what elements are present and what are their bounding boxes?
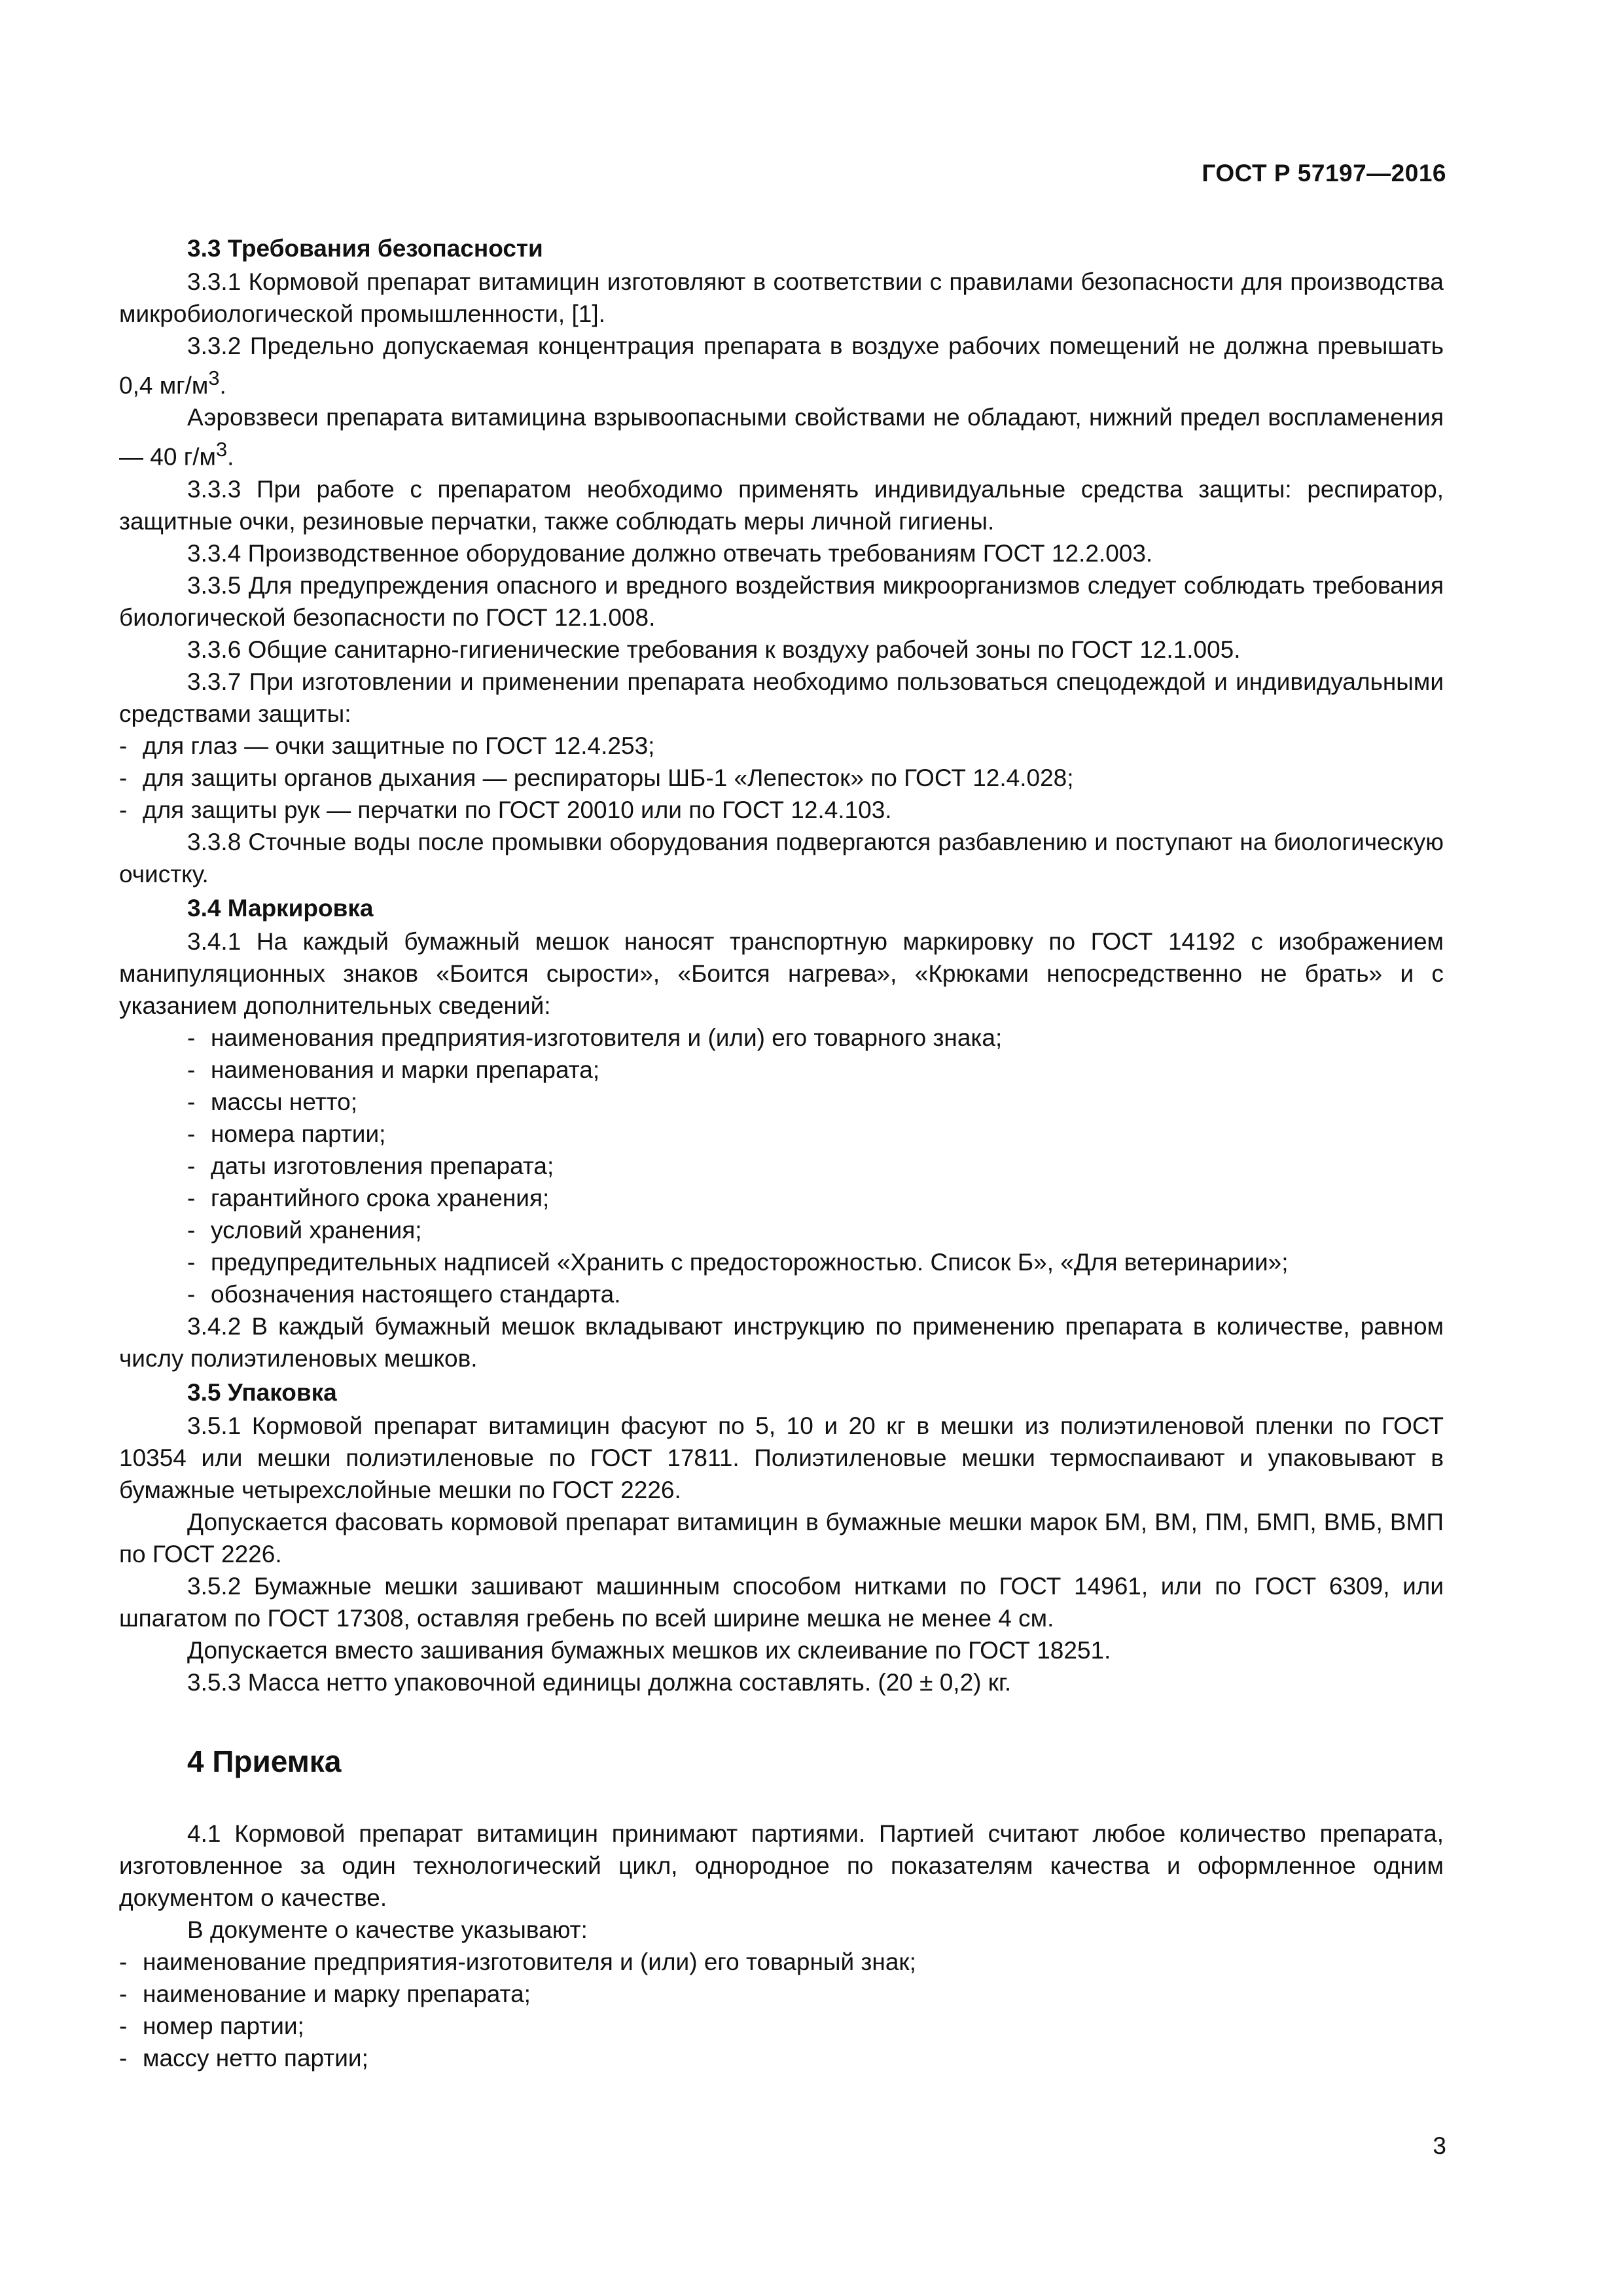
paragraph-end: . bbox=[227, 443, 234, 471]
section-3-3-heading: 3.3 Требования безопасности bbox=[187, 235, 543, 262]
paragraph-quality-document: В документе о качестве указывают: bbox=[187, 1916, 588, 1943]
paragraph-3-3-5: 3.3.5 Для предупреждения опасного и вредного воздействия микроорганизмов следует соблюдать требования биологической безопасности по ГОСТ 12.1.008. bbox=[119, 571, 1444, 631]
paragraph-3-3-4: 3.3.4 Производственное оборудование должно отвечать требованиям ГОСТ 12.2.003. bbox=[187, 539, 1153, 567]
list-item: - обозначения настоящего стандарта. bbox=[119, 1278, 1444, 1310]
paragraph-gluing-allowed: Допускается вместо зашивания бумажных мешков их склеивание по ГОСТ 18251. bbox=[187, 1636, 1111, 1664]
paragraph-aerosol bbox=[119, 401, 1444, 473]
paragraph-3-4-2: 3.4.2 В каждый бумажный мешок вкладывают инструкцию по применению препарата в количестве, равном числу полиэтиленовых мешков. bbox=[119, 1312, 1444, 1372]
paragraph-aerosol-text: Аэровзвеси препарата витамицина взрывоопасными свойствами не обладают, нижний предел воспламенения — 40 г/м bbox=[119, 404, 1444, 471]
protection-list bbox=[119, 730, 1444, 826]
list-item: - массу нетто партии; bbox=[119, 2042, 1444, 2074]
list-item: - наименования и марки препарата; bbox=[119, 1054, 1444, 1086]
list-item: - наименования предприятия-изготовителя и (или) его товарного знака; bbox=[119, 1022, 1444, 1054]
paragraph-3-3-3: 3.3.3 При работе с препаратом необходимо применять индивидуальные средства защиты: респиратор, защитные очки, резиновые перчатки, также соблюдать меры личной гигиены. bbox=[119, 475, 1444, 535]
paragraph-3-3-7: 3.3.7 При изготовлении и применении препарата необходимо пользоваться спецодеждой и индивидуальными средствами защиты: bbox=[119, 668, 1444, 727]
paragraph-3-3-2 bbox=[119, 330, 1444, 401]
document-code-header: ГОСТ Р 57197—2016 bbox=[1202, 160, 1446, 187]
paragraph-3-5-3: 3.5.3 Масса нетто упаковочной единицы должна составлять. (20 ± 0,2) кг. bbox=[187, 1668, 1012, 1696]
superscript: 3 bbox=[208, 367, 220, 389]
list-item: - даты изготовления препарата; bbox=[119, 1150, 1444, 1182]
superscript: 3 bbox=[215, 438, 228, 461]
list-item: - номера партии; bbox=[119, 1118, 1444, 1150]
paragraph-3-3-6: 3.3.6 Общие санитарно-гигиенические требования к воздуху рабочей зоны по ГОСТ 12.1.005. bbox=[187, 636, 1241, 663]
list-item: - для глаз — очки защитные по ГОСТ 12.4.253; bbox=[119, 730, 1444, 762]
paragraph-3-3-8: 3.3.8 Сточные воды после промывки оборудования подвергаются разбавлению и поступают на биологическую очистку. bbox=[119, 828, 1444, 888]
section-3-4-heading: 3.4 Маркировка bbox=[187, 894, 374, 922]
paragraph-3-5-2: 3.5.2 Бумажные мешки зашивают машинным способом нитками по ГОСТ 14961, или по ГОСТ 6309, или шпагатом по ГОСТ 17308, оставляя гребень по всей ширине мешка не менее 4 см. bbox=[119, 1572, 1444, 1632]
list-item: - массы нетто; bbox=[119, 1086, 1444, 1118]
paragraph-3-3-1: 3.3.1 Кормовой препарат витамицин изготовляют в соответствии с правилами безопасности для производства микробиологической промышленности, [1]. bbox=[119, 268, 1444, 327]
list-item: - наименование предприятия-изготовителя и (или) его товарный знак; bbox=[119, 1946, 1444, 1978]
list-item: - номер партии; bbox=[119, 2010, 1444, 2042]
list-item: - для защиты рук — перчатки по ГОСТ 20010 или по ГОСТ 12.4.103. bbox=[119, 794, 1444, 826]
section-4-heading: 4 Приемка bbox=[187, 1744, 342, 1778]
list-item: - гарантийного срока хранения; bbox=[119, 1182, 1444, 1214]
marking-list bbox=[119, 1022, 1444, 1310]
list-item: - наименование и марку препарата; bbox=[119, 1978, 1444, 2010]
paragraph-3-4-1: 3.4.1 На каждый бумажный мешок наносят транспортную маркировку по ГОСТ 14192 с изображением манипуляционных знаков «Боится сырости», «Боится нагрева», «Крюками непосредственно не брать» и с указанием дополнительных сведений: bbox=[119, 927, 1444, 1019]
document-body bbox=[119, 230, 1444, 2074]
paragraph-end: . bbox=[219, 372, 226, 399]
paragraph-4-1: 4.1 Кормовой препарат витамицин принимают партиями. Партией считают любое количество препарата, изготовленное за один технологический цикл, однородное по показателям качества и оформленное одним документом о качестве. bbox=[119, 1820, 1444, 1911]
paragraph-3-3-2-text: 3.3.2 Предельно допускаемая концентрация препарата в воздухе рабочих помещений не должна превышать 0,4 мг/м bbox=[119, 332, 1444, 399]
list-item: - для защиты органов дыхания — респираторы ШБ-1 «Лепесток» по ГОСТ 12.4.028; bbox=[119, 762, 1444, 794]
list-item: - предупредительных надписей «Хранить с предосторожностью. Список Б», «Для ветеринарии»; bbox=[119, 1246, 1444, 1278]
paragraph-packaging-allowed: Допускается фасовать кормовой препарат витамицин в бумажные мешки марок БМ, ВМ, ПМ, БМП, ВМБ, ВМП по ГОСТ 2226. bbox=[119, 1508, 1444, 1568]
list-item: - условий хранения; bbox=[119, 1214, 1444, 1246]
page-number: 3 bbox=[1433, 2132, 1446, 2159]
section-3-5-heading: 3.5 Упаковка bbox=[187, 1378, 337, 1406]
quality-document-list bbox=[119, 1946, 1444, 2074]
paragraph-3-5-1: 3.5.1 Кормовой препарат витамицин фасуют по 5, 10 и 20 кг в мешки из полиэтиленовой пленки по ГОСТ 10354 или мешки полиэтиленовые по ГОСТ 17811. Полиэтиленовые мешки термоспаивают и упаковывают в бумажные четырехслойные мешки по ГОСТ 2226. bbox=[119, 1412, 1444, 1503]
